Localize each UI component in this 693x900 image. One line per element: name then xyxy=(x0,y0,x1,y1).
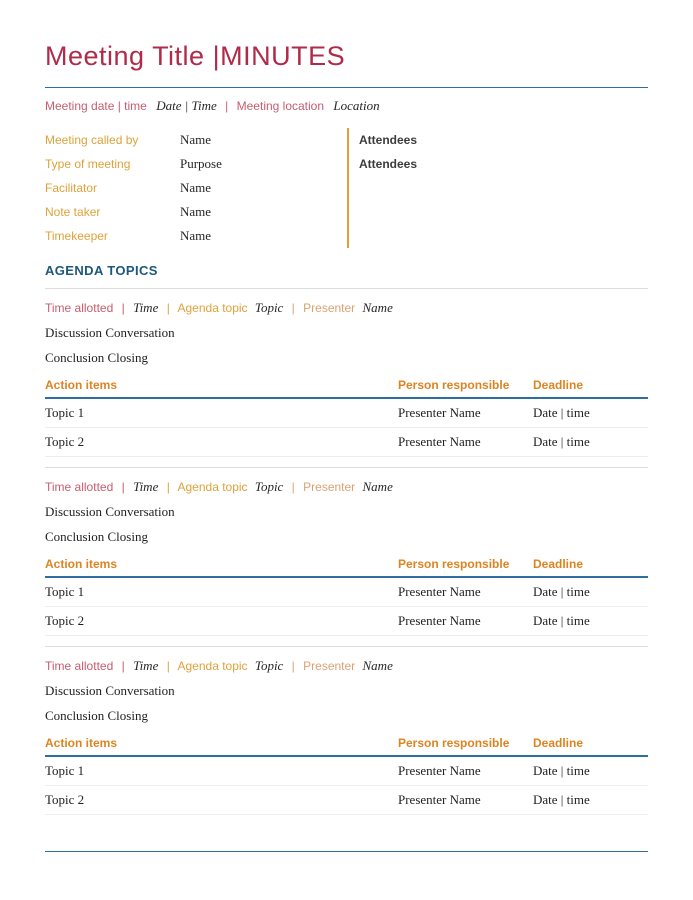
time-allotted-label: Time allotted xyxy=(45,659,114,673)
presenter-value: Name xyxy=(362,300,393,315)
separator: | xyxy=(291,301,295,315)
presenter-cell: Presenter Name xyxy=(398,584,481,599)
conclusion-text: Closing xyxy=(107,708,148,723)
table-row xyxy=(45,399,648,428)
deadline-header: Deadline xyxy=(533,557,584,571)
agenda-topic-line xyxy=(45,657,648,675)
info-row xyxy=(45,176,347,200)
time-value: Time xyxy=(133,300,159,315)
info-row-label: Note taker xyxy=(45,205,101,219)
separator: | xyxy=(121,301,125,315)
separator: | xyxy=(291,480,295,494)
agenda-section xyxy=(45,467,648,636)
topic-cell: Topic 1 xyxy=(45,584,85,599)
presenter-value: Name xyxy=(362,658,393,673)
presenter-label: Presenter xyxy=(303,659,356,673)
info-row-value: Name xyxy=(180,204,212,219)
meeting-meta-line xyxy=(45,88,648,115)
info-row-value: Purpose xyxy=(180,156,222,171)
agenda-section xyxy=(45,646,648,815)
topic-value: Topic xyxy=(254,300,284,315)
action-items-table xyxy=(45,736,648,815)
conclusion-label: Conclusion xyxy=(45,350,105,365)
topic-cell: Topic 1 xyxy=(45,405,85,420)
action-items-table xyxy=(45,378,648,457)
action-items-table xyxy=(45,557,648,636)
presenter-cell: Presenter Name xyxy=(398,405,481,420)
attendees-entry: Attendees xyxy=(359,133,418,147)
meeting-location-value: Location xyxy=(333,98,380,113)
table-row xyxy=(45,428,648,457)
info-row xyxy=(45,200,347,224)
presenter-cell: Presenter Name xyxy=(398,763,481,778)
info-row-label: Facilitator xyxy=(45,181,98,195)
discussion-line xyxy=(45,503,648,521)
table-row xyxy=(45,757,648,786)
time-value: Time xyxy=(133,479,159,494)
presenter-value: Name xyxy=(362,479,393,494)
deadline-cell: Date | time xyxy=(533,434,590,449)
topic-cell: Topic 2 xyxy=(45,434,85,449)
discussion-label: Discussion xyxy=(45,683,103,698)
meeting-info-rows xyxy=(45,128,347,248)
person-responsible-header: Person responsible xyxy=(398,378,510,392)
action-items-header: Action items xyxy=(45,557,118,571)
table-header-row xyxy=(45,736,648,757)
time-value: Time xyxy=(133,658,159,673)
conclusion-line xyxy=(45,528,648,546)
topic-cell: Topic 2 xyxy=(45,792,85,807)
topic-value: Topic xyxy=(254,479,284,494)
time-allotted-label: Time allotted xyxy=(45,301,114,315)
time-allotted-label: Time allotted xyxy=(45,480,114,494)
separator: | xyxy=(166,659,170,673)
separator: | xyxy=(121,480,125,494)
meeting-info-grid xyxy=(45,128,648,248)
deadline-cell: Date | time xyxy=(533,792,590,807)
info-row-label: Type of meeting xyxy=(45,157,131,171)
table-row xyxy=(45,578,648,607)
table-row xyxy=(45,607,648,636)
agenda-topic-line xyxy=(45,299,648,317)
presenter-cell: Presenter Name xyxy=(398,613,481,628)
deadline-header: Deadline xyxy=(533,736,584,750)
conclusion-line xyxy=(45,707,648,725)
separator: | xyxy=(166,480,170,494)
conclusion-label: Conclusion xyxy=(45,708,105,723)
info-row xyxy=(45,128,347,152)
agenda-section xyxy=(45,288,648,457)
agenda-topic-line xyxy=(45,478,648,496)
discussion-line xyxy=(45,682,648,700)
deadline-cell: Date | time xyxy=(533,763,590,778)
discussion-text: Conversation xyxy=(105,325,175,340)
info-row-label: Timekeeper xyxy=(45,229,108,243)
agenda-topic-label: Agenda topic xyxy=(177,480,248,494)
conclusion-label: Conclusion xyxy=(45,529,105,544)
info-row-label: Meeting called by xyxy=(45,133,139,147)
person-responsible-header: Person responsible xyxy=(398,736,510,750)
conclusion-text: Closing xyxy=(107,350,148,365)
attendees-entry: Attendees xyxy=(359,157,418,171)
deadline-cell: Date | time xyxy=(533,584,590,599)
discussion-label: Discussion xyxy=(45,325,103,340)
deadline-cell: Date | time xyxy=(533,405,590,420)
discussion-text: Conversation xyxy=(105,683,175,698)
agenda-topics-heading: AGENDA TOPICS xyxy=(45,263,158,278)
topic-value: Topic xyxy=(254,658,284,673)
attendees-column xyxy=(347,128,648,248)
deadline-header: Deadline xyxy=(533,378,584,392)
presenter-label: Presenter xyxy=(303,301,356,315)
conclusion-line xyxy=(45,349,648,367)
info-row-value: Name xyxy=(180,132,212,147)
presenter-cell: Presenter Name xyxy=(398,792,481,807)
info-row-value: Name xyxy=(180,228,212,243)
table-row xyxy=(45,786,648,815)
table-header-row xyxy=(45,557,648,578)
topic-cell: Topic 1 xyxy=(45,763,85,778)
info-row xyxy=(45,224,347,248)
separator: | xyxy=(291,659,295,673)
separator: | xyxy=(225,99,229,113)
presenter-label: Presenter xyxy=(303,480,356,494)
discussion-text: Conversation xyxy=(105,504,175,519)
page-title: Meeting Title |MINUTES xyxy=(45,41,346,71)
presenter-cell: Presenter Name xyxy=(398,434,481,449)
agenda-topic-label: Agenda topic xyxy=(177,301,248,315)
separator: | xyxy=(166,301,170,315)
info-row-value: Name xyxy=(180,180,212,195)
bottom-divider xyxy=(45,851,648,852)
info-row xyxy=(45,152,347,176)
table-header-row xyxy=(45,378,648,399)
action-items-header: Action items xyxy=(45,736,118,750)
topic-cell: Topic 2 xyxy=(45,613,85,628)
discussion-label: Discussion xyxy=(45,504,103,519)
deadline-cell: Date | time xyxy=(533,613,590,628)
meeting-date-label: Meeting date | time xyxy=(45,99,147,113)
person-responsible-header: Person responsible xyxy=(398,557,510,571)
action-items-header: Action items xyxy=(45,378,118,392)
separator: | xyxy=(121,659,125,673)
conclusion-text: Closing xyxy=(107,529,148,544)
agenda-topic-label: Agenda topic xyxy=(177,659,248,673)
meeting-location-label: Meeting location xyxy=(236,99,325,113)
discussion-line xyxy=(45,324,648,342)
meeting-date-value: Date | Time xyxy=(156,98,217,113)
